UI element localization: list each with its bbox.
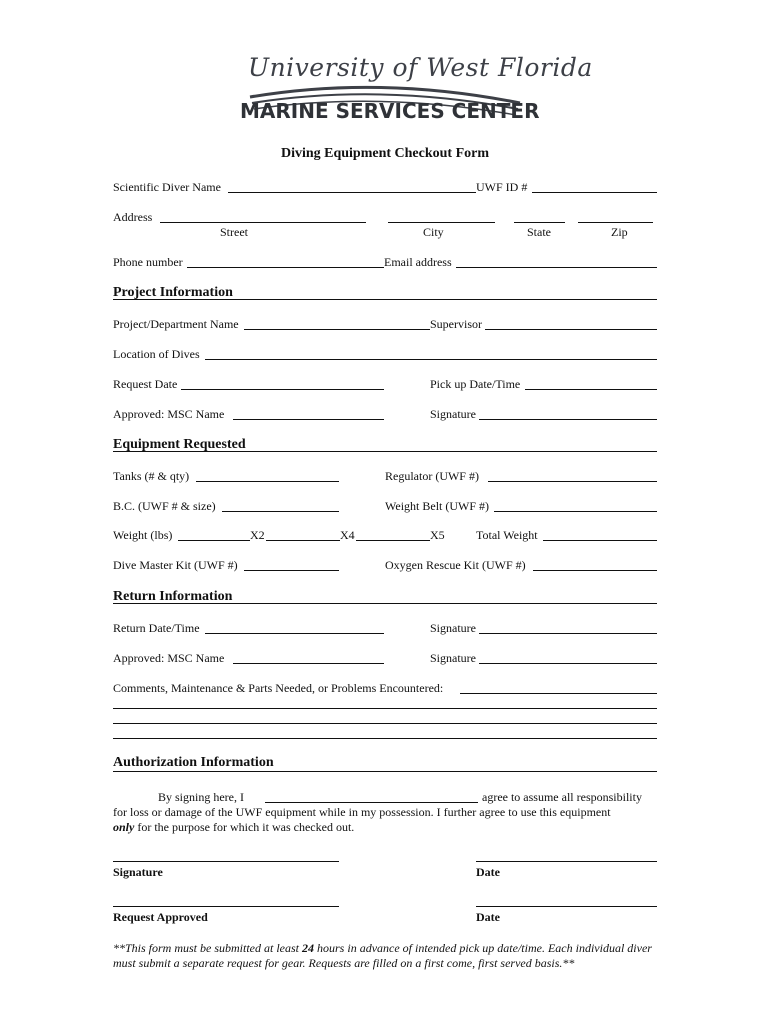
- regulator-field[interactable]: [488, 481, 657, 482]
- weight-x5-field[interactable]: [356, 540, 430, 541]
- return-approved-field[interactable]: [233, 663, 384, 664]
- request-date-field[interactable]: [181, 389, 384, 390]
- msc-logo: [230, 45, 593, 140]
- pickup-label: Pick up Date/Time: [430, 377, 521, 391]
- oxygen-label: Oxygen Rescue Kit (UWF #): [385, 558, 526, 572]
- request-approved-field[interactable]: [113, 906, 339, 907]
- weight-belt-label: Weight Belt (UWF #): [385, 499, 490, 513]
- footer-note: [113, 941, 673, 971]
- street-field[interactable]: [160, 222, 366, 223]
- request-approved-label: Request Approved: [113, 910, 208, 924]
- bc-label: B.C. (UWF # & size): [113, 499, 216, 513]
- return-approved-label: Approved: MSC Name: [113, 651, 225, 665]
- project-heading: Project Information: [113, 285, 233, 300]
- phone-label: Phone number: [113, 255, 183, 269]
- dive-master-label: Dive Master Kit (UWF #): [113, 558, 238, 572]
- project-heading-rule: [113, 299, 657, 300]
- comments-field-line3[interactable]: [113, 723, 657, 724]
- street-sublabel: Street: [220, 225, 248, 239]
- auth-date-label: Date: [476, 865, 500, 879]
- comments-field-line4[interactable]: [113, 738, 657, 739]
- dept-field[interactable]: [244, 329, 430, 330]
- auth-para-part2: agree to assume all responsibility: [482, 790, 642, 804]
- regulator-label: Regulator (UWF #): [385, 469, 479, 483]
- auth-para-line3-rest: for the purpose for which it was checked out.: [134, 820, 355, 834]
- x5-label: X5: [430, 528, 445, 542]
- city-sublabel: City: [423, 225, 444, 239]
- total-weight-label: Total Weight: [476, 528, 538, 542]
- weight-x4-field[interactable]: [266, 540, 340, 541]
- weight-label: Weight (lbs): [113, 528, 173, 542]
- logo-swoosh-icon: [230, 45, 540, 140]
- state-field[interactable]: [514, 222, 565, 223]
- auth-para-line3: [113, 820, 354, 834]
- dept-label: Project/Department Name: [113, 317, 239, 331]
- request-date-label: Request Date: [113, 377, 178, 391]
- return-signature2-label: Signature: [430, 651, 476, 665]
- supervisor-field[interactable]: [485, 329, 657, 330]
- footer-note-part1: **This form must be submitted at least: [113, 941, 303, 955]
- email-label: Email address: [384, 255, 452, 269]
- pickup-field[interactable]: [525, 389, 657, 390]
- project-signature-label: Signature: [430, 407, 476, 421]
- state-sublabel: State: [527, 225, 551, 239]
- email-field[interactable]: [456, 267, 657, 268]
- logo-university-text: University of West Florida: [248, 53, 593, 82]
- x4-label: X4: [340, 528, 355, 542]
- return-date-label: Return Date/Time: [113, 621, 200, 635]
- tanks-label: Tanks (# & qty): [113, 469, 190, 483]
- zip-sublabel: Zip: [611, 225, 628, 239]
- location-label: Location of Dives: [113, 347, 200, 361]
- weight-belt-field[interactable]: [494, 511, 657, 512]
- return-signature-field[interactable]: [479, 633, 657, 634]
- auth-para-line2: for loss or damage of the UWF equipment while in my possession. I further agree to use this equipment: [113, 805, 611, 819]
- auth-name-field[interactable]: [265, 802, 478, 803]
- return-date-field[interactable]: [205, 633, 384, 634]
- project-signature-field[interactable]: [479, 419, 657, 420]
- approved-msc-label: Approved: MSC Name: [113, 407, 225, 421]
- footer-note-part2: hours in advance of intended pick up date/time. Each individual diver must submit a separate request for gear. Requests are filled on a first come, first served basis.**: [113, 941, 652, 970]
- equipment-heading: Equipment Requested: [113, 437, 246, 452]
- supervisor-label: Supervisor: [430, 317, 482, 331]
- comments-field-line1[interactable]: [460, 693, 657, 694]
- return-heading: Return Information: [113, 589, 233, 604]
- location-field[interactable]: [205, 359, 657, 360]
- auth-signature-label: Signature: [113, 865, 163, 879]
- form-title: Diving Equipment Checkout Form: [280, 146, 490, 161]
- diver-name-label: Scientific Diver Name: [113, 180, 221, 194]
- zip-field[interactable]: [578, 222, 653, 223]
- uwf-id-label: UWF ID #: [476, 180, 528, 194]
- oxygen-field[interactable]: [533, 570, 657, 571]
- city-field[interactable]: [388, 222, 495, 223]
- logo-marine-text: MARINE SERVICES CENTER: [240, 99, 540, 123]
- comments-label: Comments, Maintenance & Parts Needed, or Problems Encountered:: [113, 681, 444, 695]
- tanks-field[interactable]: [196, 481, 339, 482]
- weight-x2-field[interactable]: [178, 540, 250, 541]
- authorization-heading-rule: [113, 771, 657, 772]
- comments-field-line2[interactable]: [113, 708, 657, 709]
- x2-label: X2: [250, 528, 265, 542]
- diver-name-field[interactable]: [228, 192, 476, 193]
- authorization-heading: Authorization Information: [113, 755, 274, 770]
- total-weight-field[interactable]: [543, 540, 657, 541]
- return-heading-rule: [113, 603, 657, 604]
- approved-msc-field[interactable]: [233, 419, 384, 420]
- footer-note-hours: 24: [302, 941, 315, 955]
- return-signature-label: Signature: [430, 621, 476, 635]
- equipment-heading-rule: [113, 451, 657, 452]
- return-signature2-field[interactable]: [479, 663, 657, 664]
- request-approved-date-label: Date: [476, 910, 500, 924]
- request-approved-date-field[interactable]: [476, 906, 657, 907]
- phone-field[interactable]: [187, 267, 384, 268]
- auth-para-part1: By signing here, I: [158, 790, 244, 804]
- bc-field[interactable]: [222, 511, 339, 512]
- auth-signature-field[interactable]: [113, 861, 339, 862]
- address-label: Address: [113, 210, 153, 224]
- uwf-id-field[interactable]: [532, 192, 657, 193]
- dive-master-field[interactable]: [244, 570, 339, 571]
- auth-date-field[interactable]: [476, 861, 657, 862]
- auth-only-emphasis: only: [113, 820, 135, 834]
